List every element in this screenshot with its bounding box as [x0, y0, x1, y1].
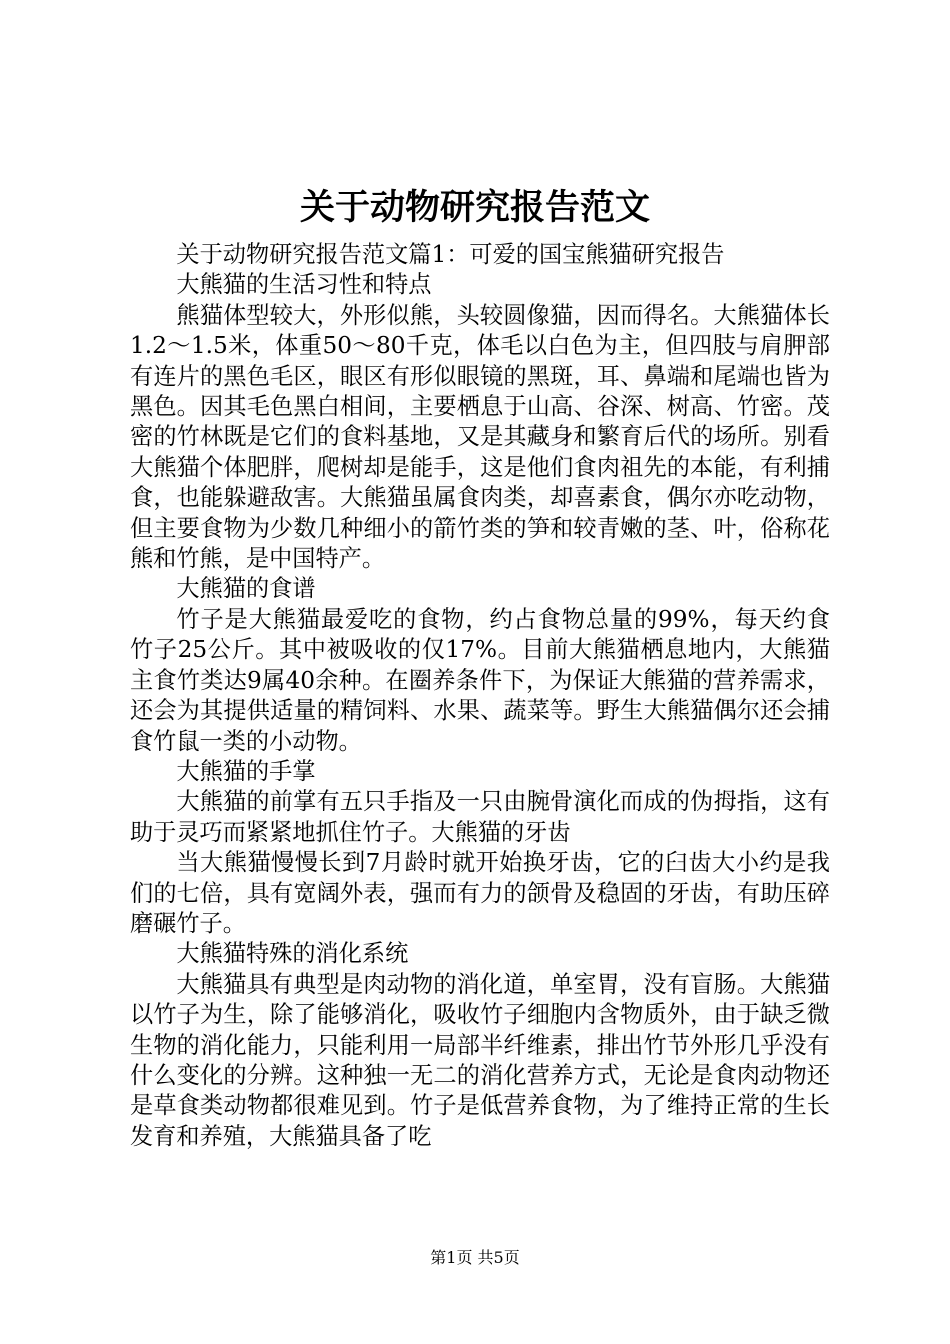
document-title: 关于动物研究报告范文 [299, 187, 650, 228]
paragraph-diet: 竹子是大熊猫最爱吃的食物，约占食物总量的99%，每天约食竹子25公斤。其中被吸收的仅17%。目前大熊猫栖息地内，大熊猫主食竹类达9属40余种。在圈养条件下，为保证大熊猫的营养需求，还会为其提供适量的精饲料、水果、蔬菜等。野生大熊猫偶尔还会捕食竹鼠一类的小动物。 [130, 605, 830, 755]
section-heading-habits: 大熊猫的生活习性和特点 [176, 271, 432, 299]
document-body [130, 240, 830, 1152]
section-heading-diet: 大熊猫的食谱 [176, 575, 316, 603]
section-heading-palm: 大熊猫的手掌 [176, 757, 316, 785]
paragraph-teeth: 当大熊猫慢慢长到7月龄时就开始换牙齿，它的臼齿大小约是我们的七倍，具有宽阔外表，强而有力的颌骨及稳固的牙齿，有助压碎磨碾竹子。 [130, 849, 830, 937]
paragraph-digestion: 大熊猫具有典型是肉动物的消化道，单室胃，没有盲肠。大熊猫以竹子为生，除了能够消化，吸收竹子细胞内含物质外，由于缺乏微生物的消化能力，只能利用一局部半纤维素，排出竹节外形几乎没有什么变化的分辨。这种独一无二的消化营养方式，无论是食肉动物还是草食类动物都很难见到。竹子是低营养食物，为了维持正常的生长发育和养殖，大熊猫具备了吃 [130, 970, 830, 1150]
paragraph-palm: 大熊猫的前掌有五只手指及一只由腕骨演化而成的伪拇指，这有助于灵巧而紧紧地抓住竹子。大熊猫的牙齿 [130, 788, 830, 846]
section-heading-digestion: 大熊猫特殊的消化系统 [176, 940, 409, 968]
page-footer: 第1页 共5页 [430, 1248, 520, 1267]
paragraph-subtitle: 关于动物研究报告范文篇1：可爱的国宝熊猫研究报告 [176, 241, 725, 268]
paragraph-habits: 熊猫体型较大，外形似熊，头较圆像猫，因而得名。大熊猫体长1.2～1.5米，体重50～80千克，体毛以白色为主，但四肢与肩胛部有连片的黑色毛区，眼区有形似眼镜的黑斑，耳、鼻端和尾端也皆为黑色。因其毛色黑白相间，主要栖息于山高、谷深、树高、竹密。茂密的竹林既是它们的食料基地，又是其藏身和繁育后代的场所。别看大熊猫个体肥胖，爬树却是能手，这是他们食肉祖先的本能，有利捕食，也能躲避敌害。大熊猫虽属食肉类，却喜素食，偶尔亦吃动物，但主要食物为少数几种细小的箭竹类的笋和较青嫩的茎、叶，俗称花熊和竹熊，是中国特产。 [130, 301, 830, 573]
